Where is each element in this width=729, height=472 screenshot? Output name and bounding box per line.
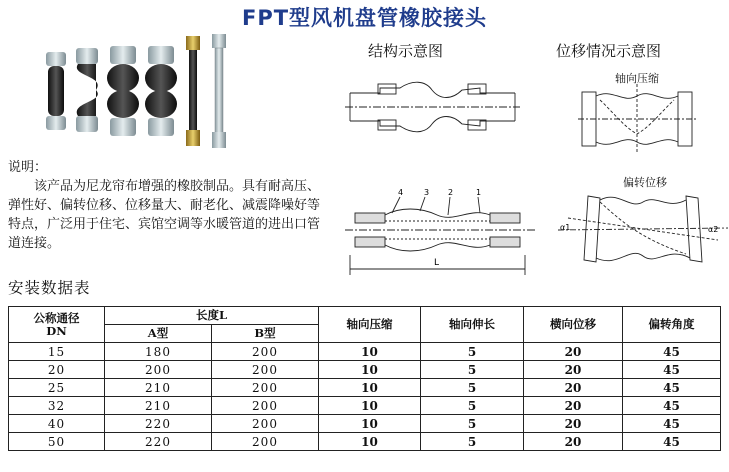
cell-dn: 32 xyxy=(9,397,105,415)
cell-ang: 45 xyxy=(623,343,721,361)
header-axial-compression: 轴向压缩 xyxy=(319,307,421,343)
cell-b: 200 xyxy=(212,361,319,379)
header-length: 长度L xyxy=(105,307,319,325)
cell-ext: 5 xyxy=(421,397,524,415)
description-label: 说明： xyxy=(8,160,48,175)
cell-lat: 20 xyxy=(524,343,623,361)
rubber-joint-1 xyxy=(46,52,66,130)
braided-hose-brass xyxy=(186,36,200,146)
cell-ext: 5 xyxy=(421,379,524,397)
cell-a: 180 xyxy=(105,343,212,361)
table-row xyxy=(9,379,721,397)
structure-diagram-section xyxy=(340,185,540,280)
cell-lat: 20 xyxy=(524,361,623,379)
angular-displacement-diagram xyxy=(558,188,728,268)
cell-b: 200 xyxy=(212,397,319,415)
table-row xyxy=(9,397,721,415)
header-deflection-angle: 偏转角度 xyxy=(623,307,721,343)
cell-ext: 5 xyxy=(421,361,524,379)
product-photo xyxy=(40,32,245,150)
cell-a: 220 xyxy=(105,415,212,433)
table-row xyxy=(9,343,721,361)
callout-4: 4 xyxy=(398,188,404,197)
callout-3: 3 xyxy=(424,188,430,197)
table-section-title: 安装数据表 xyxy=(8,279,91,297)
cell-lat: 20 xyxy=(524,397,623,415)
axial-compression-diagram xyxy=(578,84,698,154)
callout-1: 1 xyxy=(476,188,482,197)
cell-ang: 45 xyxy=(623,433,721,451)
header-type-a: A型 xyxy=(105,325,212,343)
cell-ang: 45 xyxy=(623,415,721,433)
cell-ext: 5 xyxy=(421,415,524,433)
cell-comp: 10 xyxy=(319,361,421,379)
page-title: FPT型风机盘管橡胶接头 xyxy=(241,6,488,30)
structure-diagram-top xyxy=(340,60,525,155)
cell-dn: 50 xyxy=(9,433,105,451)
cell-dn: 15 xyxy=(9,343,105,361)
structure-diagram-heading: 结构示意图 xyxy=(368,42,444,60)
braided-hose-steel xyxy=(212,34,226,148)
displacement-diagram-heading: 位移情况示意图 xyxy=(556,42,662,60)
cell-ang: 45 xyxy=(623,361,721,379)
description-text: 该产品为尼龙帘布增强的橡胶制品。具有耐高压、弹性好、偏转位移、位移量大、耐老化、减震降噪好等特点，广泛用于住宅、宾馆空调等水暖管道的进出口管道连接。 xyxy=(8,179,321,251)
cell-ext: 5 xyxy=(421,433,524,451)
rubber-joint-3 xyxy=(107,46,139,136)
description xyxy=(8,158,326,253)
installation-data-table xyxy=(8,306,721,451)
axial-compression-label: 轴向压缩 xyxy=(615,72,659,85)
cell-lat: 20 xyxy=(524,433,623,451)
cell-dn: 40 xyxy=(9,415,105,433)
cell-ext: 5 xyxy=(421,343,524,361)
cell-lat: 20 xyxy=(524,379,623,397)
header-dn xyxy=(9,307,105,343)
cell-a: 200 xyxy=(105,361,212,379)
cell-dn: 25 xyxy=(9,379,105,397)
cell-comp: 10 xyxy=(319,433,421,451)
cell-a: 210 xyxy=(105,397,212,415)
cell-lat: 20 xyxy=(524,415,623,433)
angular-displacement-label: 偏转位移 xyxy=(623,176,667,189)
cell-b: 200 xyxy=(212,343,319,361)
header-dn-line1: 公称通径 xyxy=(33,310,80,325)
cell-b: 200 xyxy=(212,379,319,397)
cell-dn: 20 xyxy=(9,361,105,379)
length-label: L xyxy=(434,258,440,268)
cell-ang: 45 xyxy=(623,397,721,415)
cell-comp: 10 xyxy=(319,379,421,397)
cell-comp: 10 xyxy=(319,415,421,433)
cell-b: 200 xyxy=(212,433,319,451)
table-row xyxy=(9,433,721,451)
alpha1-label: α1 xyxy=(560,223,571,232)
table-row xyxy=(9,361,721,379)
cell-a: 220 xyxy=(105,433,212,451)
cell-ang: 45 xyxy=(623,379,721,397)
cell-a: 210 xyxy=(105,379,212,397)
header-type-b: B型 xyxy=(212,325,319,343)
cell-b: 200 xyxy=(212,415,319,433)
table-row xyxy=(9,415,721,433)
alpha2-label: α2 xyxy=(708,225,719,234)
cell-comp: 10 xyxy=(319,397,421,415)
rubber-joint-2 xyxy=(76,48,98,132)
header-lateral-displacement: 横向位移 xyxy=(524,307,623,343)
header-dn-line2: DN xyxy=(46,323,67,338)
cell-comp: 10 xyxy=(319,343,421,361)
header-axial-extension: 轴向伸长 xyxy=(421,307,524,343)
callout-2: 2 xyxy=(448,188,454,197)
rubber-joint-4 xyxy=(145,46,177,136)
